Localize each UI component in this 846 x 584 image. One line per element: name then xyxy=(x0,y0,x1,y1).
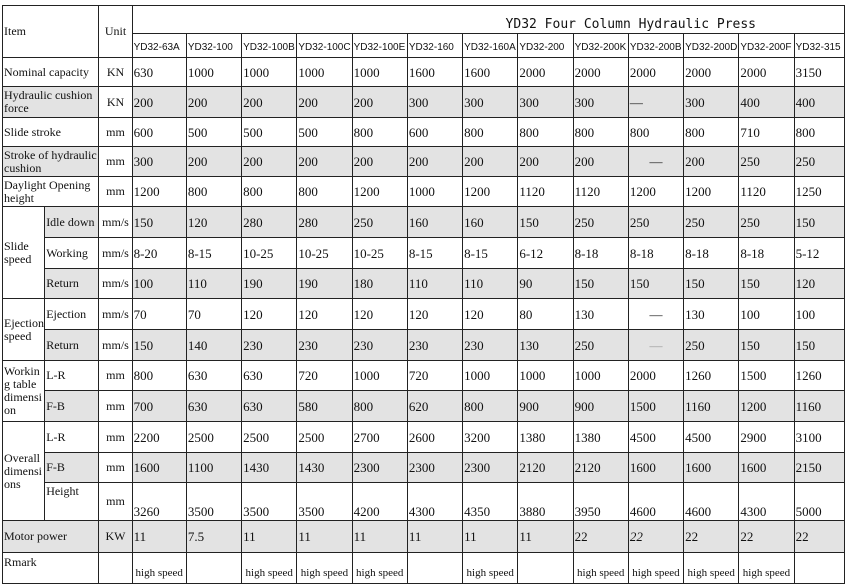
cell: 11 xyxy=(297,521,352,553)
row-label: Nominal capacity xyxy=(3,58,99,87)
cell: 150 xyxy=(794,207,844,238)
cell: 2120 xyxy=(573,453,628,483)
cell: 600 xyxy=(132,118,186,147)
cell: 200 xyxy=(407,147,462,177)
cell: 200 xyxy=(242,87,297,118)
cell: 3500 xyxy=(242,483,297,521)
cell: high speed xyxy=(242,553,297,584)
row-unit: mm xyxy=(99,453,132,483)
cell: 800 xyxy=(132,361,186,391)
model-header: YD32-100 xyxy=(186,34,241,58)
cell: 630 xyxy=(242,391,297,422)
cell: 2500 xyxy=(186,422,241,453)
cell: — xyxy=(628,299,683,330)
cell: — xyxy=(628,87,683,118)
cell: 130 xyxy=(518,330,573,361)
row-label: Ejection xyxy=(45,299,99,330)
cell: 250 xyxy=(352,207,407,238)
cell: 200 xyxy=(186,147,241,177)
cell: 8-15 xyxy=(407,238,462,269)
table-row xyxy=(3,299,845,330)
cell: 500 xyxy=(242,118,297,147)
cell: 1430 xyxy=(242,453,297,483)
table-row xyxy=(3,207,845,238)
cell: 1200 xyxy=(628,177,683,207)
cell: 1000 xyxy=(463,361,518,391)
cell: 800 xyxy=(297,177,352,207)
cell: 800 xyxy=(463,118,518,147)
cell: 1380 xyxy=(518,422,573,453)
cell: 3880 xyxy=(518,483,573,521)
cell: 2000 xyxy=(628,361,683,391)
cell: 630 xyxy=(186,391,241,422)
cell: 1200 xyxy=(684,177,739,207)
cell: high speed xyxy=(684,553,739,584)
cell: 250 xyxy=(573,207,628,238)
cell: 22 xyxy=(628,521,683,553)
cell: — xyxy=(628,330,683,361)
cell: 230 xyxy=(463,330,518,361)
cell: 2300 xyxy=(407,453,462,483)
cell: 1000 xyxy=(518,361,573,391)
cell: 300 xyxy=(463,87,518,118)
row-unit: mm/s xyxy=(99,269,132,299)
cell xyxy=(186,553,241,584)
cell: 3950 xyxy=(573,483,628,521)
row-label: F-B xyxy=(45,391,99,422)
cell: 2500 xyxy=(297,422,352,453)
table-row xyxy=(3,391,845,422)
cell: 800 xyxy=(352,118,407,147)
cell: 2000 xyxy=(518,58,573,87)
cell: 1600 xyxy=(628,453,683,483)
cell: high speed xyxy=(132,553,186,584)
cell: 5-12 xyxy=(794,238,844,269)
row-label: L-R xyxy=(45,361,99,391)
cell: high speed xyxy=(628,553,683,584)
cell: 4500 xyxy=(628,422,683,453)
row-unit: mm xyxy=(99,391,132,422)
cell: 6-12 xyxy=(518,238,573,269)
model-header: YD32-100B xyxy=(242,34,297,58)
cell: 3200 xyxy=(463,422,518,453)
cell: 1000 xyxy=(407,177,462,207)
cell: 160 xyxy=(407,207,462,238)
cell: 160 xyxy=(463,207,518,238)
cell: 620 xyxy=(407,391,462,422)
cell: 800 xyxy=(518,118,573,147)
row-label: Working xyxy=(45,238,99,269)
cell: 90 xyxy=(518,269,573,299)
cell: 22 xyxy=(684,521,739,553)
cell: 2200 xyxy=(132,422,186,453)
cell: 2600 xyxy=(407,422,462,453)
cell xyxy=(794,553,844,584)
model-header: YD32-200K xyxy=(573,34,628,58)
cell: 10-25 xyxy=(242,238,297,269)
table-row xyxy=(3,87,845,118)
cell: 1000 xyxy=(352,361,407,391)
row-unit: mm xyxy=(99,147,132,177)
group-label-ejection-speed: Ejection speed xyxy=(3,299,45,361)
cell: 1260 xyxy=(794,361,844,391)
cell: 130 xyxy=(573,299,628,330)
cell: 120 xyxy=(463,299,518,330)
model-header: YD32-200D xyxy=(684,34,739,58)
group-label-working-table: Workin g table dimensi on xyxy=(3,361,45,422)
row-label: Idle down xyxy=(45,207,99,238)
cell: 800 xyxy=(794,118,844,147)
row-unit: mm/s xyxy=(99,238,132,269)
cell: high speed xyxy=(573,553,628,584)
cell: 150 xyxy=(573,269,628,299)
cell: 4300 xyxy=(739,483,794,521)
cell: 150 xyxy=(684,269,739,299)
cell: 500 xyxy=(186,118,241,147)
cell: 120 xyxy=(352,299,407,330)
row-unit: KW xyxy=(99,521,132,553)
unit-header: Unit xyxy=(99,6,132,58)
cell: 1120 xyxy=(739,177,794,207)
cell: 250 xyxy=(628,207,683,238)
cell: 10-25 xyxy=(297,238,352,269)
table-row xyxy=(3,483,845,521)
cell: 230 xyxy=(242,330,297,361)
cell: 720 xyxy=(407,361,462,391)
model-header: YD32-100E xyxy=(352,34,407,58)
model-header: YD32-160A xyxy=(463,34,518,58)
cell: 7.5 xyxy=(186,521,241,553)
cell: 150 xyxy=(132,330,186,361)
table-row xyxy=(3,553,845,584)
cell: 800 xyxy=(242,177,297,207)
cell: 150 xyxy=(628,269,683,299)
cell: 120 xyxy=(794,269,844,299)
cell: 11 xyxy=(352,521,407,553)
cell: 1120 xyxy=(518,177,573,207)
cell: 70 xyxy=(132,299,186,330)
cell: 200 xyxy=(352,147,407,177)
cell: 2900 xyxy=(739,422,794,453)
cell: 120 xyxy=(407,299,462,330)
spec-table xyxy=(2,5,845,584)
cell: 11 xyxy=(518,521,573,553)
cell: 2000 xyxy=(573,58,628,87)
row-label: Height xyxy=(45,483,99,521)
cell: 280 xyxy=(297,207,352,238)
cell: 1600 xyxy=(684,453,739,483)
cell: 1000 xyxy=(297,58,352,87)
row-unit: KN xyxy=(99,58,132,87)
cell xyxy=(518,553,573,584)
cell: 300 xyxy=(132,147,186,177)
cell: 800 xyxy=(684,118,739,147)
cell: 10-25 xyxy=(352,238,407,269)
cell xyxy=(407,553,462,584)
cell: 700 xyxy=(132,391,186,422)
cell: 250 xyxy=(794,147,844,177)
cell: 1000 xyxy=(352,58,407,87)
cell: 2000 xyxy=(628,58,683,87)
cell: 1000 xyxy=(573,361,628,391)
cell: 4300 xyxy=(407,483,462,521)
cell: 3150 xyxy=(794,58,844,87)
cell: 80 xyxy=(518,299,573,330)
table-row xyxy=(3,269,845,299)
cell: 1120 xyxy=(573,177,628,207)
cell: 4350 xyxy=(463,483,518,521)
cell: 1160 xyxy=(794,391,844,422)
cell: high speed xyxy=(463,553,518,584)
cell: 300 xyxy=(518,87,573,118)
cell: 3100 xyxy=(794,422,844,453)
cell: 300 xyxy=(573,87,628,118)
cell: 2300 xyxy=(463,453,518,483)
cell: 150 xyxy=(794,330,844,361)
cell: 200 xyxy=(352,87,407,118)
cell: 200 xyxy=(518,147,573,177)
table-title: YD32 Four Column Hydraulic Press xyxy=(132,6,844,34)
cell: 250 xyxy=(739,147,794,177)
cell: 22 xyxy=(739,521,794,553)
cell: 100 xyxy=(794,299,844,330)
cell: 200 xyxy=(132,87,186,118)
cell: 800 xyxy=(352,391,407,422)
cell: high speed xyxy=(739,553,794,584)
row-label: Hydraulic cushion force xyxy=(3,87,99,118)
cell: — xyxy=(628,147,683,177)
cell: 900 xyxy=(518,391,573,422)
cell: 200 xyxy=(242,147,297,177)
cell: 230 xyxy=(352,330,407,361)
cell: 230 xyxy=(297,330,352,361)
row-label: Stroke of hydraulic cushion xyxy=(3,147,99,177)
row-label: Return xyxy=(45,269,99,299)
cell: 150 xyxy=(132,207,186,238)
group-label-overall-dimensions: Overall dimensi ons xyxy=(3,422,45,521)
cell: 100 xyxy=(739,299,794,330)
cell: 1200 xyxy=(463,177,518,207)
cell: 1260 xyxy=(684,361,739,391)
cell: 8-18 xyxy=(573,238,628,269)
cell: 1100 xyxy=(186,453,241,483)
cell: 3260 xyxy=(132,483,186,521)
row-label: Rmark xyxy=(3,553,99,584)
cell: 1600 xyxy=(407,58,462,87)
cell: 1200 xyxy=(352,177,407,207)
cell: 400 xyxy=(794,87,844,118)
cell: 2000 xyxy=(739,58,794,87)
table-row xyxy=(3,361,845,391)
cell: 4600 xyxy=(684,483,739,521)
cell: 600 xyxy=(407,118,462,147)
row-unit: mm xyxy=(99,177,132,207)
cell: 200 xyxy=(186,87,241,118)
cell: 200 xyxy=(573,147,628,177)
model-header: YD32-160 xyxy=(407,34,462,58)
model-header: YD32-200 xyxy=(518,34,573,58)
cell: 150 xyxy=(518,207,573,238)
table-row xyxy=(3,521,845,553)
cell: 200 xyxy=(684,147,739,177)
cell: 110 xyxy=(407,269,462,299)
table-row xyxy=(3,453,845,483)
cell: 1160 xyxy=(684,391,739,422)
cell: 2120 xyxy=(518,453,573,483)
cell: high speed xyxy=(297,553,352,584)
cell: 250 xyxy=(573,330,628,361)
model-header: YD32-315 xyxy=(794,34,844,58)
cell: 720 xyxy=(297,361,352,391)
table-row xyxy=(3,58,845,87)
cell: 120 xyxy=(297,299,352,330)
row-unit: mm/s xyxy=(99,299,132,330)
table-row xyxy=(3,147,845,177)
table-row xyxy=(3,238,845,269)
cell: 8-18 xyxy=(628,238,683,269)
cell: 22 xyxy=(573,521,628,553)
cell: 1500 xyxy=(739,361,794,391)
cell: 8-15 xyxy=(463,238,518,269)
group-label-slide-speed: Slide speed xyxy=(3,207,45,299)
row-unit: mm/s xyxy=(99,207,132,238)
cell: 2500 xyxy=(242,422,297,453)
cell: 110 xyxy=(186,269,241,299)
row-label: Slide stroke xyxy=(3,118,99,147)
row-unit: mm xyxy=(99,361,132,391)
cell: 2000 xyxy=(684,58,739,87)
item-header: Item xyxy=(3,6,99,58)
cell: 1000 xyxy=(242,58,297,87)
row-unit xyxy=(99,553,132,584)
cell: 200 xyxy=(297,147,352,177)
cell: 11 xyxy=(463,521,518,553)
cell: 1200 xyxy=(132,177,186,207)
cell: 130 xyxy=(684,299,739,330)
cell: 180 xyxy=(352,269,407,299)
cell: 710 xyxy=(739,118,794,147)
cell: 1600 xyxy=(132,453,186,483)
cell: 70 xyxy=(186,299,241,330)
model-header: YD32-200B xyxy=(628,34,683,58)
cell: 250 xyxy=(684,330,739,361)
table-row xyxy=(3,330,845,361)
cell: 4500 xyxy=(684,422,739,453)
row-unit: mm/s xyxy=(99,330,132,361)
cell: 580 xyxy=(297,391,352,422)
cell: 630 xyxy=(186,361,241,391)
cell: 1600 xyxy=(463,58,518,87)
row-label: Motor power xyxy=(3,521,99,553)
model-header: YD32-200F xyxy=(739,34,794,58)
row-label: L-R xyxy=(45,422,99,453)
cell: 8-20 xyxy=(132,238,186,269)
cell: 8-18 xyxy=(684,238,739,269)
cell: 2150 xyxy=(794,453,844,483)
cell: 190 xyxy=(242,269,297,299)
cell: 630 xyxy=(242,361,297,391)
cell: 1600 xyxy=(739,453,794,483)
cell: 1250 xyxy=(794,177,844,207)
cell: 800 xyxy=(186,177,241,207)
cell: 2300 xyxy=(352,453,407,483)
cell: 200 xyxy=(463,147,518,177)
cell: 22 xyxy=(794,521,844,553)
cell: 400 xyxy=(739,87,794,118)
cell: 3500 xyxy=(297,483,352,521)
table-row xyxy=(3,118,845,147)
cell: 630 xyxy=(132,58,186,87)
row-label: Return xyxy=(45,330,99,361)
cell: 800 xyxy=(573,118,628,147)
cell: 280 xyxy=(242,207,297,238)
cell: 11 xyxy=(407,521,462,553)
cell: 110 xyxy=(463,269,518,299)
cell: 1430 xyxy=(297,453,352,483)
table-row xyxy=(3,422,845,453)
cell: 11 xyxy=(242,521,297,553)
cell: 300 xyxy=(684,87,739,118)
row-label: F-B xyxy=(45,453,99,483)
cell: 1500 xyxy=(628,391,683,422)
row-unit: KN xyxy=(99,87,132,118)
cell: 8-18 xyxy=(739,238,794,269)
row-label: Daylight Opening height xyxy=(3,177,99,207)
cell: 8-15 xyxy=(186,238,241,269)
cell: 4600 xyxy=(628,483,683,521)
table-row xyxy=(3,177,845,207)
cell: 3500 xyxy=(186,483,241,521)
cell: 120 xyxy=(186,207,241,238)
cell: 1000 xyxy=(186,58,241,87)
row-unit: mm xyxy=(99,483,132,521)
model-header: YD32-63A xyxy=(132,34,186,58)
cell: 200 xyxy=(297,87,352,118)
cell: 250 xyxy=(739,207,794,238)
cell: 100 xyxy=(132,269,186,299)
cell: 140 xyxy=(186,330,241,361)
cell: 190 xyxy=(297,269,352,299)
row-unit: mm xyxy=(99,422,132,453)
cell: 120 xyxy=(242,299,297,330)
cell: 900 xyxy=(573,391,628,422)
cell: 800 xyxy=(463,391,518,422)
cell: 300 xyxy=(407,87,462,118)
cell: 11 xyxy=(132,521,186,553)
row-unit: mm xyxy=(99,118,132,147)
cell: 4200 xyxy=(352,483,407,521)
cell: 250 xyxy=(684,207,739,238)
cell: 230 xyxy=(407,330,462,361)
cell: high speed xyxy=(352,553,407,584)
cell: 800 xyxy=(628,118,683,147)
cell: 1200 xyxy=(739,391,794,422)
cell: 500 xyxy=(297,118,352,147)
cell: 150 xyxy=(739,330,794,361)
cell: 2700 xyxy=(352,422,407,453)
cell: 1380 xyxy=(573,422,628,453)
cell: 5000 xyxy=(794,483,844,521)
model-header: YD32-100C xyxy=(297,34,352,58)
cell: 150 xyxy=(739,269,794,299)
